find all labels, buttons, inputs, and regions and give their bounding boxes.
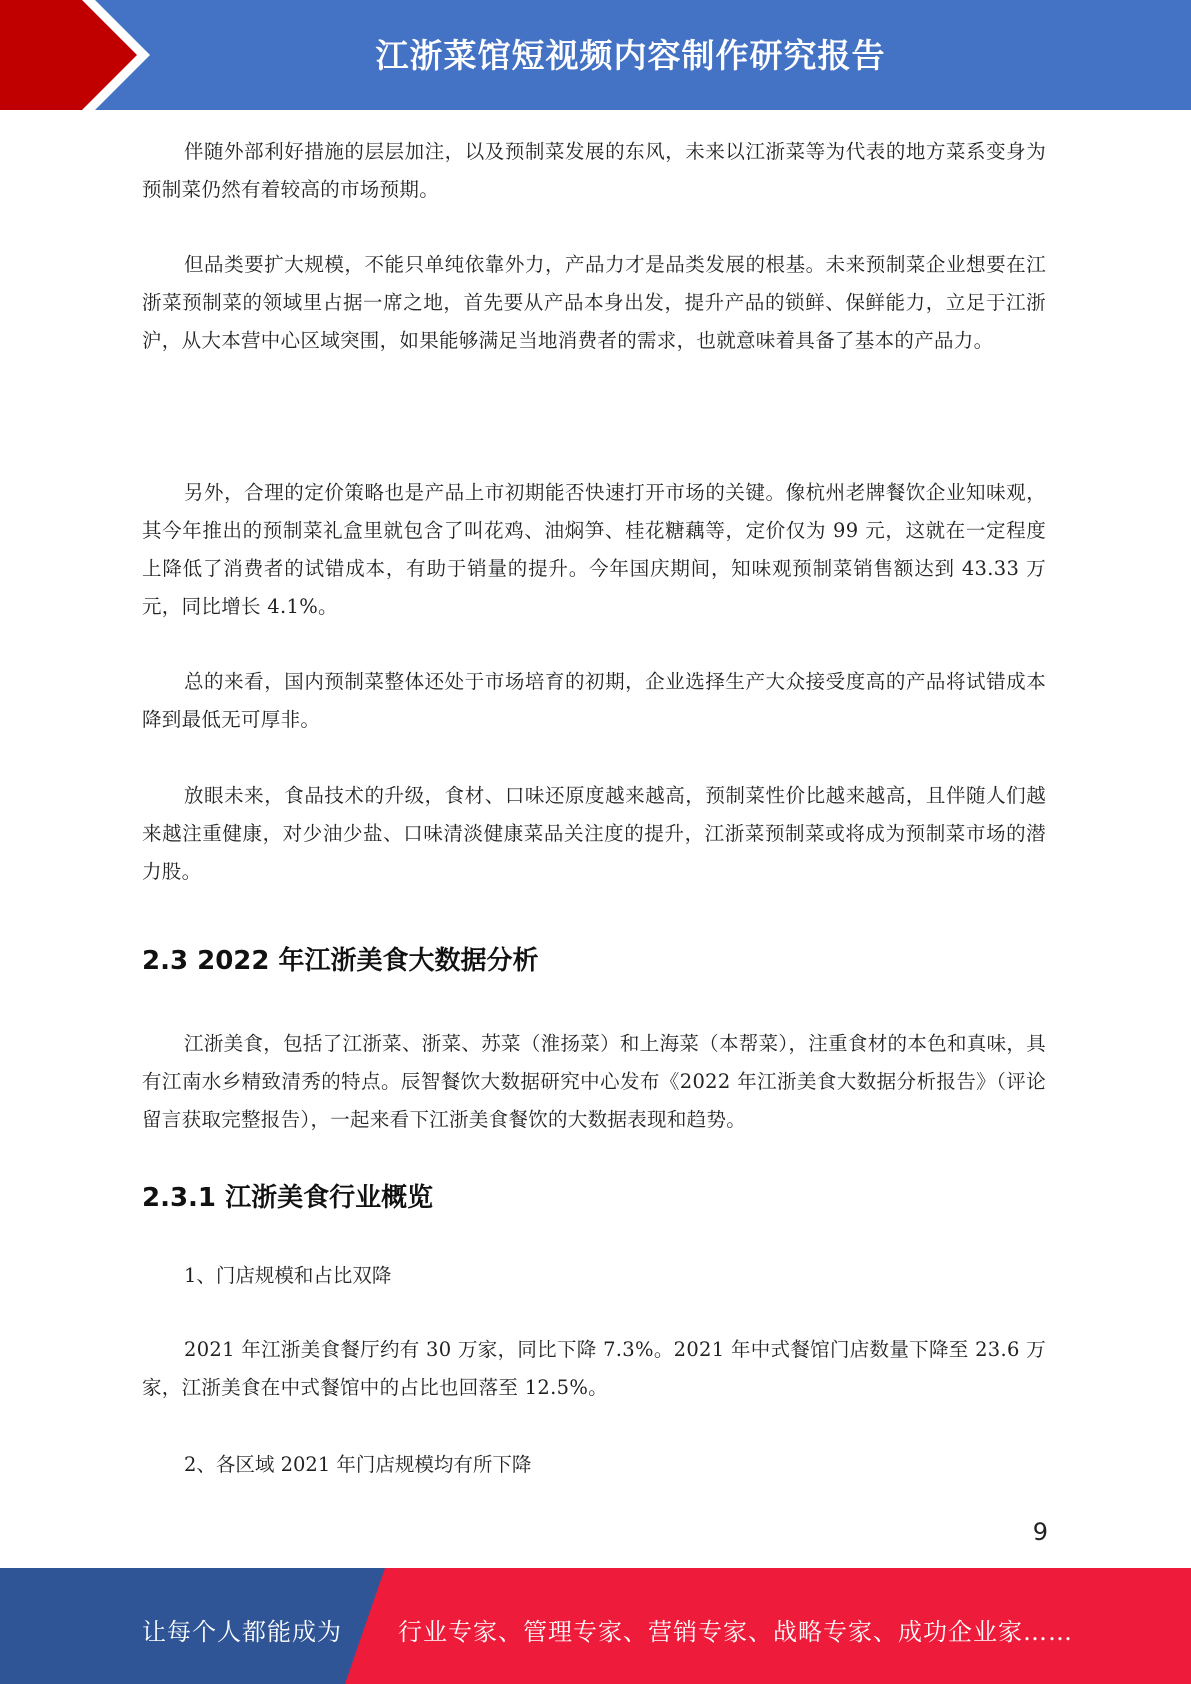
paragraph-store-stats: 2021 年江浙美食餐厅约有 30 万家，同比下降 7.3%。2021 年中式餐馆门店数量下降至 23.6 万家，江浙美食在中式餐馆中的占比也回落至 12.5%。 [142, 1338, 1046, 1399]
paragraph-pricing-strategy: 另外，合理的定价策略也是产品上市初期能否快速打开市场的关键。像杭州老牌餐饮企业知味观，其今年推出的预制菜礼盒里就包含了叫花鸡、油焖笋、桂花糖藕等，定价仅为 99 元，这就在一定程度上降低了消费者的试错成本，有助于销量的提升。今年国庆期间，知味观预制菜销售额达到 43.33 万元，同比增长 4.1%。 [142, 481, 1046, 618]
paragraph-market-expectation: 伴随外部利好措施的层层加注，以及预制菜发展的东风，未来以江浙菜等为代表的地方菜系变身为预制菜仍然有着较高的市场预期。 [142, 140, 1046, 201]
header-arrow-decoration [0, 0, 160, 110]
paragraph-product-strength: 但品类要扩大规模，不能只单纯依靠外力，产品力才是品类发展的根基。未来预制菜企业想要在江浙菜预制菜的领域里占据一席之地，首先要从产品本身出发，提升产品的锁鲜、保鲜能力，立足于江浙沪，从大本营中心区域突围，如果能够满足当地消费者的需求，也就意味着具备了基本的产品力。 [142, 253, 1046, 352]
page-footer [0, 1568, 1191, 1684]
section-heading-2-3: 2.3 2022 年江浙美食大数据分析 [142, 946, 539, 976]
paragraph-outlook: 放眼未来，食品技术的升级，食材、口味还原度越来越高，预制菜性价比越来越高，且伴随人们越来越注重健康，对少油少盐、口味清淡健康菜品关注度的提升，江浙菜预制菜或将成为预制菜市场的潜力股。 [142, 784, 1046, 883]
footer-slogan-left: 让每个人都能成为 [142, 1618, 342, 1646]
document-title: 江浙菜馆短视频内容制作研究报告 [375, 36, 886, 75]
list-item-regional-decline: 2、各区域 2021 年门店规模均有所下降 [184, 1453, 532, 1476]
page-header [0, 0, 1191, 110]
paragraph-summary: 总的来看，国内预制菜整体还处于市场培育的初期，企业选择生产大众接受度高的产品将试错成本降到最低无可厚非。 [142, 670, 1046, 731]
section-heading-2-3-1: 2.3.1 江浙美食行业概览 [142, 1183, 434, 1213]
list-item-store-scale: 1、门店规模和占比双降 [184, 1264, 392, 1287]
footer-slogan-right: 行业专家、管理专家、营销专家、战略专家、成功企业家…… [398, 1618, 1073, 1646]
paragraph-jiangzhe-intro: 江浙美食，包括了江浙菜、浙菜、苏菜（淮扬菜）和上海菜（本帮菜），注重食材的本色和真味，具有江南水乡精致清秀的特点。辰智餐饮大数据研究中心发布《2022 年江浙美食大数据分析报告》（评论留言获取完整报告），一起来看下江浙美食餐饮的大数据表现和趋势。 [142, 1032, 1046, 1131]
page-number: 9 [1032, 1518, 1048, 1546]
